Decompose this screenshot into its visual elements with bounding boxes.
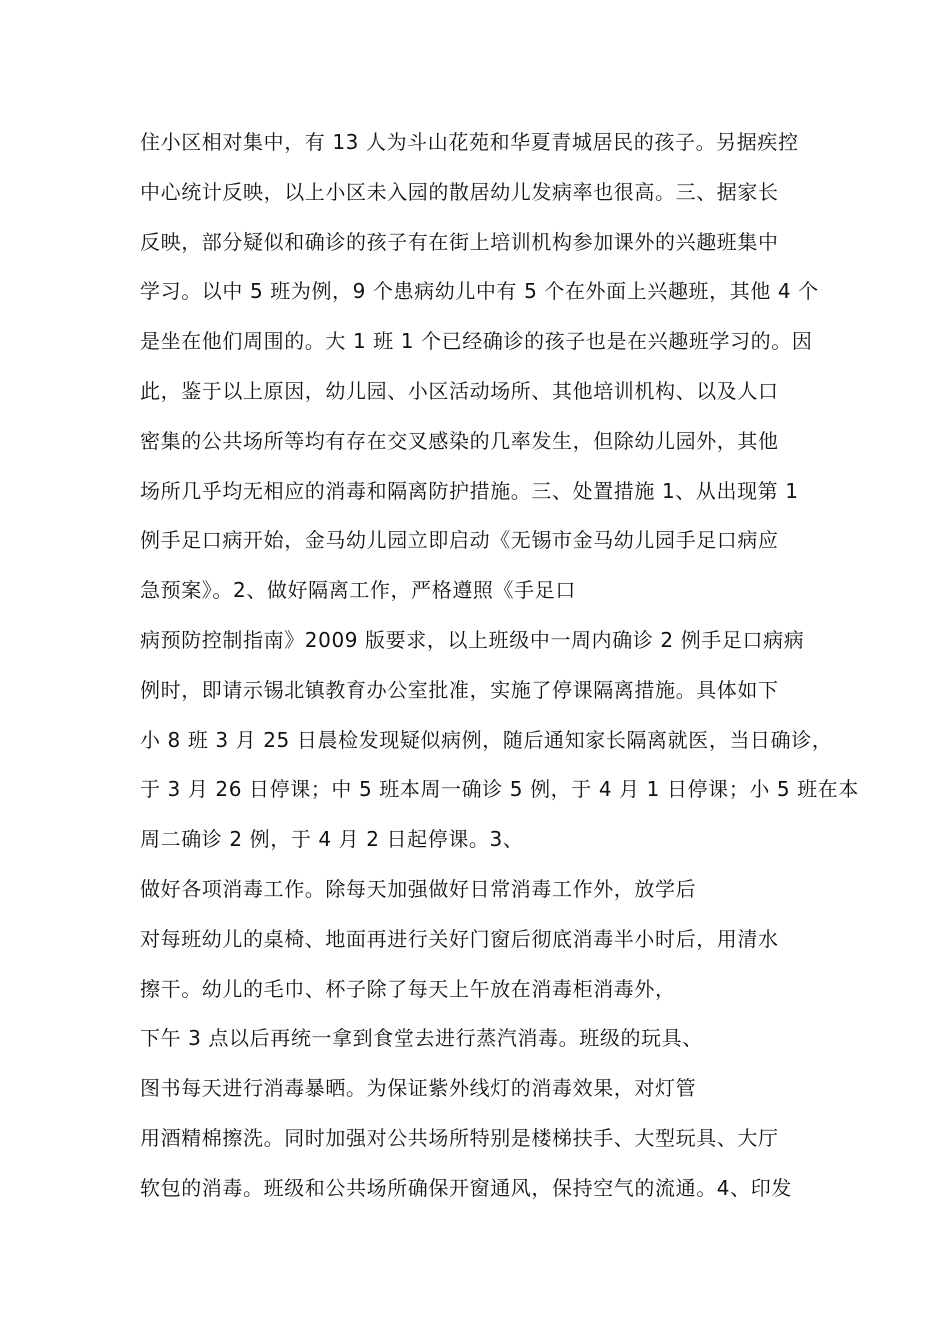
text-line: 此，鉴于以上原因，幼儿园、小区活动场所、其他培训机构、以及人口 [140, 378, 779, 403]
text-line: 周二确诊 2 例，于 4 月 2 日起停课。3、 [140, 827, 524, 852]
text-line: 密集的公共场所等均有存在交叉感染的几率发生，但除幼儿园外，其他 [140, 428, 779, 453]
body-text [140, 118, 859, 1214]
text-line: 病预防控制指南》2009 版要求，以上班级中一周内确诊 2 例手足口病病 [140, 627, 805, 652]
text-line: 对每班幼儿的桌椅、地面再进行关好门窗后彻底消毒半小时后，用清水 [140, 926, 779, 951]
text-line: 图书每天进行消毒暴晒。为保证紫外线灯的消毒效果，对灯管 [140, 1076, 697, 1101]
text-line: 例时，即请示锡北镇教育办公室批准，实施了停课隔离措施。具体如下 [140, 677, 779, 702]
text-line: 中心统计反映，以上小区未入园的散居幼儿发病率也很高。三、据家长 [140, 179, 779, 204]
text-line: 是坐在他们周围的。大 1 班 1 个已经确诊的孩子也是在兴趣班学习的。因 [140, 329, 813, 354]
text-line: 做好各项消毒工作。除每天加强做好日常消毒工作外，放学后 [140, 876, 697, 901]
text-line: 下午 3 点以后再统一拿到食堂去进行蒸汽消毒。班级的玩具、 [140, 1026, 703, 1051]
text-line: 擦干。幼儿的毛巾、杯子除了每天上午放在消毒柜消毒外， [140, 976, 676, 1001]
text-line: 软包的消毒。班级和公共场所确保开窗通风，保持空气的流通。4、印发 [140, 1175, 792, 1200]
text-line: 例手足口病开始，金马幼儿园立即启动《无锡市金马幼儿园手足口病应 [140, 528, 779, 553]
text-line: 反映，部分疑似和确诊的孩子有在街上培训机构参加课外的兴趣班集中 [140, 229, 779, 254]
text-line: 学习。以中 5 班为例，9 个患病幼儿中有 5 个在外面上兴趣班，其他 4 个 [140, 279, 819, 304]
text-line: 急预案》。2、做好隔离工作，严格遵照《手足口 [140, 578, 576, 603]
text-line: 小 8 班 3 月 25 日晨检发现疑似病例，随后通知家长隔离就医，当日确诊， [140, 727, 833, 752]
text-line: 于 3 月 26 日停课；中 5 班本周一确诊 5 例，于 4 月 1 日停课；小 5 班在本 [140, 777, 859, 802]
text-line: 用酒精棉擦洗。同时加强对公共场所特别是楼梯扶手、大型玩具、大厅 [140, 1125, 779, 1150]
text-line: 住小区相对集中，有 13 人为斗山花苑和华夏青城居民的孩子。另据疾控 [140, 130, 799, 154]
text-line: 场所几乎均无相应的消毒和隔离防护措施。三、处置措施 1、从出现第 1 [140, 478, 799, 503]
